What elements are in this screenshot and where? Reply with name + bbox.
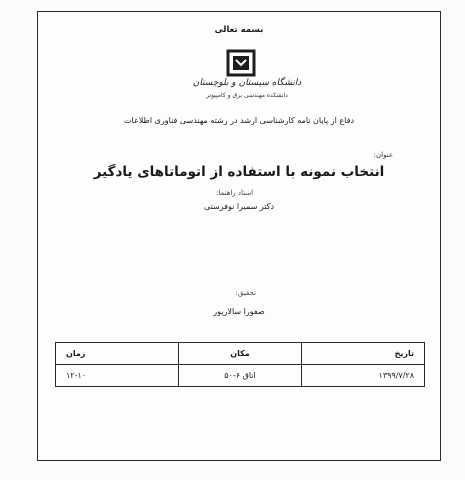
university-emblem-icon <box>224 48 258 78</box>
location-header: مکان <box>179 343 302 365</box>
researcher-label: تحقیق: <box>235 289 256 297</box>
table-header-row <box>56 343 425 365</box>
researcher-name: صفورا سالارپور <box>213 307 265 316</box>
university-name: دانشگاه سیستان و بلوچستان <box>192 78 302 88</box>
date-header: تاریخ <box>302 343 425 365</box>
title-label: عنوان: <box>373 151 393 159</box>
faculty-name: دانشکده مهندسی برق و کامپیوتر <box>206 92 288 99</box>
document-frame <box>37 11 441 461</box>
time-header: زمان <box>56 343 179 365</box>
table-row <box>56 365 425 387</box>
defense-info-table <box>55 342 425 387</box>
date-cell: ۱۳۹۹/۷/۲۸ <box>302 365 425 387</box>
advisor-label: استاد راهنما: <box>216 189 254 197</box>
time-cell: ۱۲-۱۰ <box>56 365 179 387</box>
document-heading: بسمه تعالی <box>214 25 264 35</box>
location-cell: اتاق ۶-۵۰ <box>179 365 302 387</box>
thesis-title: انتخاب نمونه با استفاده از اتوماتاهای یادگیر <box>93 164 385 180</box>
advisor-name: دکتر سمیرا نوفرستی <box>203 202 275 211</box>
defense-line: دفاع از پایان نامه کارشناسی ارشد در رشته مهندسی فناوری اطلاعات <box>124 116 354 125</box>
